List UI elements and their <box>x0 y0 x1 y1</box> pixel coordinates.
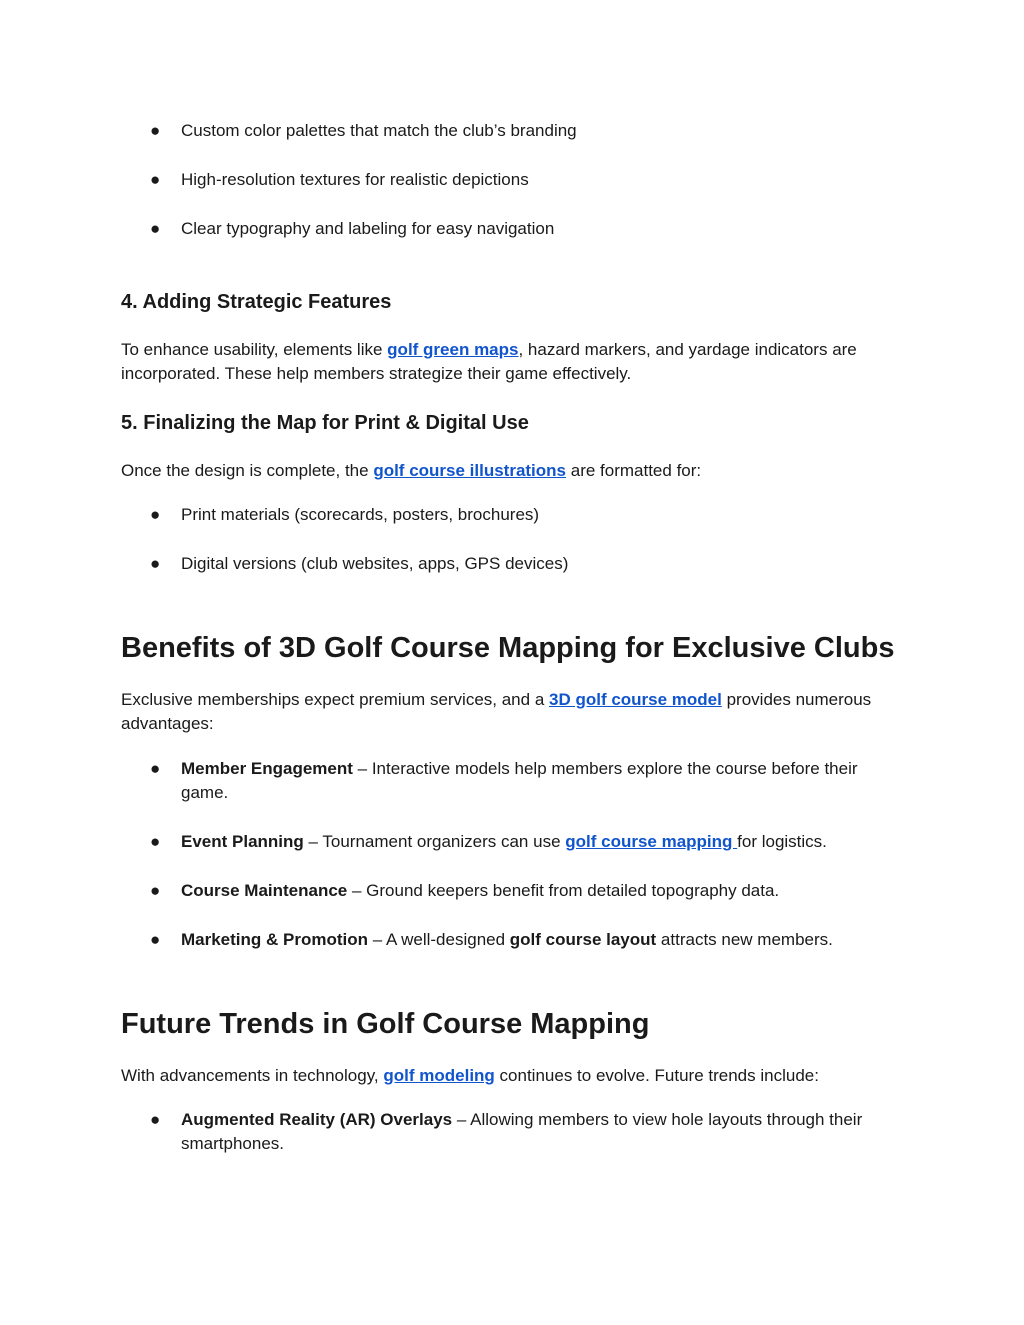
benefit-keyword: golf course layout <box>509 930 657 949</box>
trend-title: Augmented Reality (AR) Overlays <box>181 1110 453 1129</box>
paragraph-text: continues to evolve. Future trends include: <box>494 1066 819 1085</box>
paragraph-text: Once the design is complete, the <box>121 461 374 480</box>
benefit-description: – A well-designed <box>368 930 510 949</box>
bullet-icon: ● <box>150 554 161 573</box>
benefit-description: for logistics. <box>737 832 827 851</box>
list-item-text <box>181 1108 901 1156</box>
paragraph-text: are formatted for: <box>566 461 702 480</box>
list-item-text: Clear typography and labeling for easy navigation <box>181 219 555 238</box>
list-item-text: Digital versions (club websites, apps, GPS devices) <box>181 554 569 573</box>
golf-course-mapping-link[interactable]: golf course mapping <box>565 832 738 851</box>
benefit-title: Marketing & Promotion <box>181 930 369 949</box>
paragraph-text: provides numerous advantages: <box>121 690 872 733</box>
bullet-icon: ● <box>150 219 161 238</box>
list-item-text: High-resolution textures for realistic depictions <box>181 170 529 189</box>
trend-description: – Allowing members to view hole layouts through their smartphones. <box>181 1110 863 1153</box>
bullet-icon: ● <box>150 759 161 778</box>
paragraph-text: , hazard markers, and yardage indicators are incorporated. These help members strategize their game effectively. <box>121 340 857 383</box>
list-item-text <box>181 757 901 805</box>
golf-modeling-link[interactable]: golf modeling <box>383 1066 495 1085</box>
bullet-icon: ● <box>150 170 161 189</box>
bullet-icon: ● <box>150 832 161 851</box>
list-item-text <box>181 879 901 903</box>
bullet-icon: ● <box>150 121 161 140</box>
paragraph-text: With advancements in technology, <box>121 1066 384 1085</box>
3d-golf-course-model-link[interactable]: 3D golf course model <box>549 690 722 709</box>
paragraph-text: To enhance usability, elements like <box>121 340 388 359</box>
bullet-icon: ● <box>150 505 161 524</box>
section-5-paragraph <box>121 459 901 483</box>
list-item-text: Print materials (scorecards, posters, brochures) <box>181 505 540 524</box>
bullet-icon: ● <box>150 881 161 900</box>
list-item-text <box>181 928 901 952</box>
section-5-heading: 5. Finalizing the Map for Print & Digital Use <box>121 412 529 434</box>
benefit-title: Member Engagement <box>181 759 353 778</box>
golf-course-illustrations-link[interactable]: golf course illustrations <box>373 461 567 480</box>
benefit-title: Event Planning <box>181 832 304 851</box>
golf-green-maps-link[interactable]: golf green maps <box>387 340 519 359</box>
section-4-heading: 4. Adding Strategic Features <box>121 291 392 313</box>
benefits-heading: Benefits of 3D Golf Course Mapping for Exclusive Clubs <box>121 632 895 664</box>
benefit-description: – Interactive models help members explore the course before their game. <box>181 759 858 802</box>
benefit-title: Course Maintenance <box>181 881 348 900</box>
list-item-text <box>181 830 901 854</box>
bullet-icon: ● <box>150 930 161 949</box>
list-item-text: Custom color palettes that match the club’s branding <box>181 121 577 140</box>
benefits-paragraph <box>121 688 901 736</box>
benefit-description: attracts new members. <box>656 930 833 949</box>
future-trends-paragraph <box>121 1064 901 1088</box>
paragraph-text: Exclusive memberships expect premium services, and a <box>121 690 549 709</box>
benefit-description: – Tournament organizers can use <box>303 832 566 851</box>
bullet-icon: ● <box>150 1110 161 1129</box>
section-4-paragraph <box>121 338 901 386</box>
future-trends-heading: Future Trends in Golf Course Mapping <box>121 1008 650 1040</box>
benefit-description: – Ground keepers benefit from detailed topography data. <box>347 881 780 900</box>
